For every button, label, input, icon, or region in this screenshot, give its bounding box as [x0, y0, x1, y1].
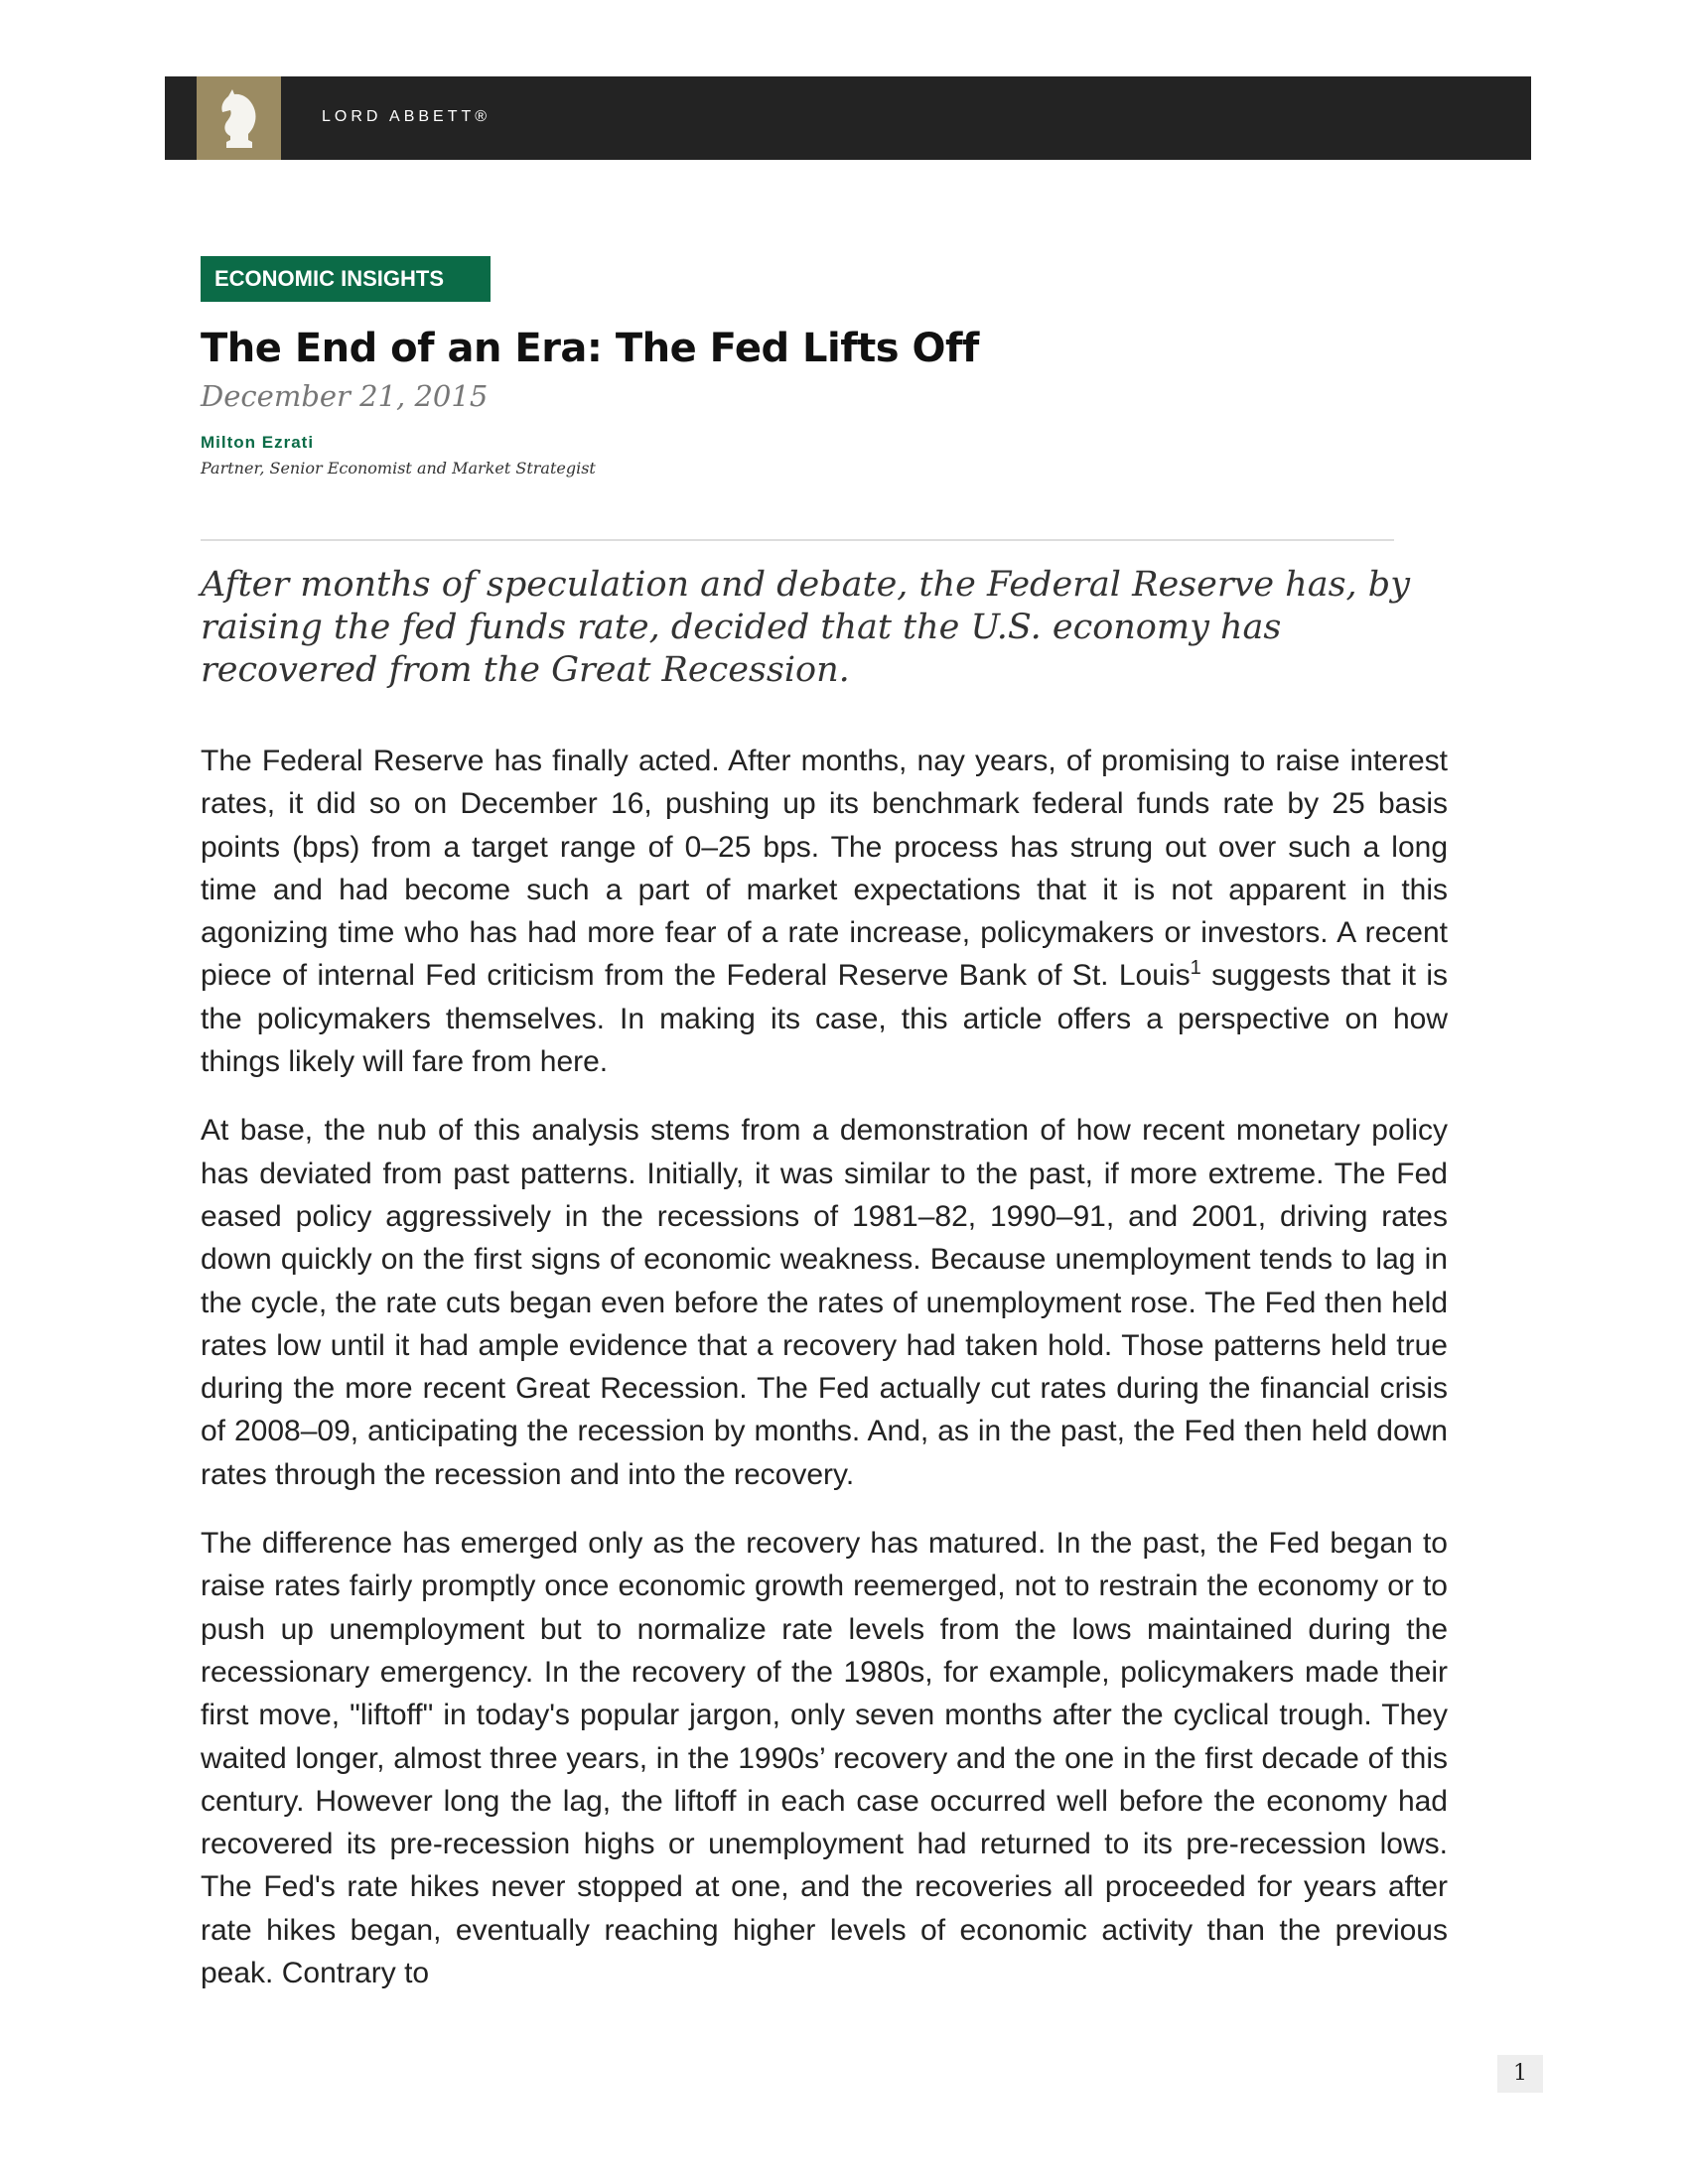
author-role: Partner, Senior Economist and Market Strategist — [201, 459, 596, 478]
paragraph — [201, 740, 1448, 1083]
paragraph-text: The Federal Reserve has finally acted. After months, nay years, of promising to raise interest rates, it did so on December 16, pushing up its benchmark federal funds rate by 25 basis points (bps) from a target range of 0–25 bps. The process has strung out over such a long time and had become such a part of market expectations that it is not apparent in this agonizing time who has had more fear of a rate increase, policymakers or investors. A recent piece of internal Fed criticism from the Federal Reserve Bank of St. Louis — [201, 745, 1448, 993]
article-title: The End of an Era: The Fed Lifts Off — [201, 326, 979, 371]
category-badge: ECONOMIC INSIGHTS — [201, 256, 491, 302]
logo[interactable] — [197, 76, 281, 160]
article-deck: After months of speculation and debate, the Federal Reserve has, by raising the fed funds rate, decided that the U.S. economy has recovered from the Great Recession. — [201, 565, 1410, 690]
header-bar — [165, 76, 1531, 160]
author-name[interactable]: Milton Ezrati — [201, 433, 315, 452]
footnote-ref[interactable]: 1 — [1190, 957, 1201, 980]
page-number: 1 — [1497, 2055, 1543, 2093]
knight-chess-piece-icon — [197, 76, 281, 160]
article-date: December 21, 2015 — [201, 379, 489, 413]
article-body — [201, 740, 1448, 2020]
divider — [201, 539, 1394, 541]
paragraph-text: suggests that it is the policymakers themselves. In making its case, this article offers a perspective on how things likely will fare from here. — [201, 959, 1448, 1079]
paragraph: At base, the nub of this analysis stems from a demonstration of how recent monetary policy has deviated from past patterns. Initially, it was similar to the past, if more extreme. The Fed eased policy aggressively in the recessions of 1981–82, 1990–91, and 2001, driving rates down quickly on the first signs of economic weakness. Because unemployment tends to lag in the cycle, the rate cuts began even before the rates of unemployment rose. The Fed then held rates low until it had ample evidence that a recovery had taken hold. Those patterns held true during the more recent Great Recession. The Fed actually cut rates during the financial crisis of 2008–09, anticipating the recession by months. And, as in the past, the Fed then held down rates through the recession and into the recovery. — [201, 1114, 1448, 1491]
brand-name: LORD ABBETT® — [322, 108, 492, 125]
paragraph: The difference has emerged only as the recovery has matured. In the past, the Fed began to raise rates fairly promptly once economic growth reemerged, not to restrain the economy or to push up unemployment but to normalize rate levels from the lows maintained during the recessionary emergency. In the recovery of the 1980s, for example, policymakers made their first move, "liftoff" in today's popular jargon, only seven months after the cyclical trough. They waited longer, almost three years, in the 1990s’ recovery and the one in the first decade of this century. However long the lag, the liftoff in each case occurred well before the economy had recovered its pre-recession highs or unemployment had returned to its pre-recession lows. The Fed's rate hikes never stopped at one, and the recoveries all proceeded for years after rate hikes began, eventually reaching higher levels of economic activity than the previous peak. Contrary to — [201, 1527, 1448, 1990]
